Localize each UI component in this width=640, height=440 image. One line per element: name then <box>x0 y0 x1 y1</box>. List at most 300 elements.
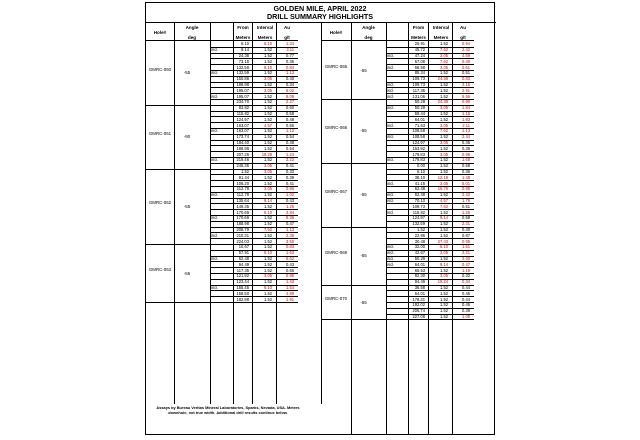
au-value: 0.41 <box>286 180 294 186</box>
au-value: 1.84 <box>462 105 470 111</box>
au-value: 1.12 <box>286 128 294 134</box>
au-value: 0.43 <box>286 261 294 267</box>
au-value: 0.56 <box>286 122 294 128</box>
from-value: 132.59 <box>412 221 425 227</box>
interval-value: 1.52 <box>440 41 448 47</box>
au-value: 3.11 <box>286 47 294 53</box>
from-value: 85.34 <box>414 70 425 76</box>
from-value: 59.44 <box>414 111 425 116</box>
interval-value: 3.05 <box>440 64 448 70</box>
interval-value: 1.52 <box>264 47 272 53</box>
from-value: 109.73 <box>412 203 425 209</box>
au-value: 1.13 <box>286 70 294 76</box>
hole-id: GMRC-​062 <box>148 200 172 206</box>
au-value: 5.62 <box>286 256 294 261</box>
interval-value: 1.52 <box>440 285 448 290</box>
header-interval-units: Meters <box>433 35 449 40</box>
incl-label: incl. <box>387 105 395 111</box>
from-value: 109.73 <box>412 82 425 87</box>
au-value: 1.24 <box>286 151 294 157</box>
hole-angle: -55 <box>360 67 367 73</box>
au-value: 1.63 <box>286 250 294 256</box>
interval-value: 1.52 <box>264 116 272 122</box>
interval-value: 16.76 <box>437 186 448 192</box>
header-hole: Hole# <box>153 30 167 35</box>
interval-value: 6.10 <box>264 41 272 47</box>
au-value: 0.98 <box>462 151 470 157</box>
from-value: 224.03 <box>236 238 249 244</box>
from-value: 179.83 <box>412 157 425 163</box>
interval-value: 1.52 <box>264 267 272 273</box>
au-value: 0.39 <box>286 174 294 180</box>
document-title: GOLDEN MILE, APRIL 2022 <box>273 4 367 13</box>
interval-value: 1.52 <box>264 296 272 302</box>
interval-value: 9.14 <box>440 215 448 221</box>
au-value: 0.58 <box>462 163 470 169</box>
from-value: 124.97 <box>412 140 425 145</box>
au-value: 2.35 <box>286 232 294 238</box>
interval-value: 7.62 <box>440 47 448 53</box>
incl-label: incl. <box>387 157 395 163</box>
interval-value: 3.05 <box>264 87 272 93</box>
from-value: 245.36 <box>236 163 249 169</box>
interval-value: 18.29 <box>261 151 272 157</box>
hole-id: GMRC-​060 <box>148 66 172 72</box>
au-value: 0.45 <box>462 140 470 145</box>
interval-value: 3.05 <box>440 140 448 145</box>
au-value: 1.93 <box>462 116 470 122</box>
au-value: 0.48 <box>286 116 294 122</box>
from-value: 112.78 <box>236 186 249 192</box>
au-value: 1.19 <box>462 267 470 273</box>
interval-value: 7.62 <box>440 203 448 209</box>
from-value: 47.24 <box>414 53 425 58</box>
interval-value: 1.52 <box>264 111 272 116</box>
au-value: 0.95 <box>462 238 470 244</box>
from-value: 38.10 <box>414 174 425 180</box>
au-value: 1.13 <box>286 227 294 232</box>
from-value: 64.01 <box>414 116 425 122</box>
from-value: 42.67 <box>414 250 425 256</box>
hole-id: GMRC-​066 <box>324 124 348 130</box>
hole-angle: -55 <box>183 70 191 76</box>
from-value: 219.46 <box>236 157 249 163</box>
incl-label: incl. <box>211 256 219 261</box>
from-value: 158.50 <box>236 290 249 296</box>
interval-value: 1.52 <box>264 134 272 140</box>
interval-value: 24.38 <box>437 99 448 105</box>
au-value: 1.26 <box>286 203 294 209</box>
incl-label: incl. <box>211 93 219 99</box>
au-value: 1.91 <box>286 296 294 302</box>
from-value: 41.15 <box>414 180 425 186</box>
au-value: 0.95 <box>462 186 470 192</box>
from-value: 6.10 <box>417 169 425 174</box>
au-value: 0.36 <box>286 58 294 64</box>
au-value: 0.44 <box>462 296 470 302</box>
interval-value: 1.52 <box>440 87 448 93</box>
incl-label: incl. <box>211 215 219 221</box>
from-value: 179.83 <box>412 151 425 157</box>
interval-value: 1.52 <box>440 232 448 238</box>
from-value: 1.52 <box>241 169 249 174</box>
interval-value: 1.52 <box>440 290 448 296</box>
interval-value: 15.24 <box>437 279 448 285</box>
interval-value: 1.52 <box>440 70 448 76</box>
interval-value: 1.52 <box>440 82 448 87</box>
au-value: 0.34 <box>462 279 470 285</box>
au-value: 1.76 <box>462 198 470 203</box>
hole-id: GMRC-​070 <box>324 296 348 301</box>
interval-value: 7.62 <box>440 128 448 134</box>
interval-value: 1.52 <box>264 290 272 296</box>
au-value: 0.39 <box>462 308 470 314</box>
header-from-units: Meters <box>235 35 251 40</box>
incl-label: incl. <box>387 93 395 99</box>
from-value: 124.97 <box>412 215 425 221</box>
header-au-units: g/t <box>284 35 290 40</box>
interval-value: 4.57 <box>440 198 448 203</box>
interval-value: 1.52 <box>264 140 272 145</box>
interval-value: 1.52 <box>264 82 272 87</box>
from-value: 124.97 <box>236 116 249 122</box>
header-angle: Angle <box>185 25 199 30</box>
au-value: 4.89 <box>286 290 294 296</box>
interval-value: 1.52 <box>440 308 448 314</box>
au-value: 2.91 <box>462 87 470 93</box>
interval-value: 3.05 <box>264 273 272 279</box>
interval-value: 1.52 <box>264 256 272 261</box>
interval-value: 3.05 <box>264 169 272 174</box>
header-au: Au <box>283 25 291 30</box>
interval-value: 1.52 <box>440 221 448 227</box>
interval-value: 1.52 <box>264 180 272 186</box>
interval-value: 3.05 <box>264 76 272 82</box>
au-value: 3.50 <box>286 238 294 244</box>
hole-angle: -55 <box>360 253 367 259</box>
from-value: 210.31 <box>236 232 249 238</box>
from-value: 227.08 <box>412 314 425 319</box>
header-interval-units: Meters <box>257 35 273 40</box>
incl-label: incl. <box>387 209 395 215</box>
hole-angle: -55 <box>360 192 367 198</box>
interval-value: 1.52 <box>264 58 272 64</box>
from-value: 1.52 <box>417 227 425 232</box>
au-value: 0.48 <box>286 140 294 145</box>
interval-value: 1.52 <box>264 128 272 134</box>
block-rule <box>146 302 298 303</box>
au-value: 2.60 <box>462 256 470 261</box>
au-value: 0.77 <box>286 53 294 58</box>
hole-angle: -55 <box>360 128 367 134</box>
interval-value: 1.52 <box>440 192 448 198</box>
au-value: 5.56 <box>462 93 470 99</box>
incl-label: incl. <box>211 128 219 134</box>
from-value: 62.48 <box>414 186 425 192</box>
au-value: 0.95 <box>286 273 294 279</box>
incl-label: incl. <box>387 256 395 261</box>
interval-value: 1.52 <box>440 169 448 174</box>
interval-value: 27.43 <box>437 238 448 244</box>
from-value: 50.29 <box>414 99 425 105</box>
from-value: 108.58 <box>412 134 425 140</box>
interval-value: 6.10 <box>440 244 448 250</box>
incl-label: incl. <box>387 134 395 140</box>
au-value: 0.66 <box>286 267 294 273</box>
interval-value: 1.52 <box>440 157 448 163</box>
au-value: 1.13 <box>462 128 470 134</box>
incl-label: incl. <box>387 198 395 203</box>
au-value: 8.36 <box>286 215 294 221</box>
from-value: 45.72 <box>414 47 425 53</box>
interval-value: 1.52 <box>264 203 272 209</box>
au-value: 0.51 <box>462 70 470 76</box>
incl-label: incl. <box>387 192 395 198</box>
from-value: 178.31 <box>412 296 425 302</box>
au-value: 0.40 <box>286 76 294 82</box>
interval-value: 1.52 <box>440 145 448 151</box>
interval-value: 1.52 <box>440 116 448 122</box>
from-value: 182.88 <box>236 296 249 302</box>
au-value: 0.44 <box>462 285 470 290</box>
incl-label: incl. <box>211 47 219 53</box>
from-value: 82.30 <box>414 273 425 279</box>
au-value: 0.47 <box>462 261 470 267</box>
hole-angle: -55 <box>183 203 191 209</box>
from-value: 108.20 <box>236 180 249 186</box>
from-value: 153.92 <box>412 145 425 151</box>
au-value: 1.54 <box>286 285 294 290</box>
hole-id: GMRC-​067 <box>324 188 348 194</box>
from-value: 115.82 <box>236 111 249 116</box>
au-value: 8.09 <box>286 93 294 99</box>
from-value: 24.38 <box>238 53 249 58</box>
interval-value: 1.52 <box>440 134 448 140</box>
interval-value: 6.10 <box>264 209 272 215</box>
au-value: 3.22 <box>286 157 294 163</box>
header-hole: Hole# <box>329 30 343 35</box>
column-line <box>210 22 211 404</box>
incl-label: incl. <box>211 192 219 198</box>
footnote: Assays by Bureau Veritas Mineral Laboratories, Sparks, Nevada, USA. Meters downhole, not true width. Additional drill results continue below. <box>156 405 300 415</box>
au-value: 0.34 <box>286 82 294 87</box>
interval-value: 3.05 <box>440 180 448 186</box>
from-value: 32.00 <box>414 244 425 250</box>
interval-value: 1.52 <box>264 93 272 99</box>
from-value: 192.02 <box>412 302 425 308</box>
hole-angle: -55 <box>360 299 367 305</box>
from-value: 50.29 <box>414 256 425 261</box>
from-value: 132.59 <box>236 64 249 70</box>
au-value: 0.58 <box>286 111 294 116</box>
from-value: 170.69 <box>236 215 249 221</box>
header-au: Au <box>459 25 467 30</box>
interval-value: 1.52 <box>264 53 272 58</box>
from-value: 30.48 <box>414 238 425 244</box>
from-value: 188.98 <box>236 82 249 87</box>
au-value: 1.02 <box>286 192 294 198</box>
au-value: 1.43 <box>286 279 294 285</box>
from-value: 132.59 <box>236 70 249 76</box>
from-value: 150.88 <box>236 76 249 82</box>
from-value: 73.15 <box>238 58 249 64</box>
from-value: 6.10 <box>241 41 249 47</box>
au-value: 0.84 <box>286 64 294 70</box>
column-line <box>174 22 175 404</box>
interval-value: 1.52 <box>264 261 272 267</box>
hole-id: GMRC-​063 <box>148 267 172 272</box>
interval-value: 6.10 <box>264 64 272 70</box>
au-value: 0.86 <box>286 186 294 192</box>
from-value: 57.91 <box>238 250 249 256</box>
au-value: 1.68 <box>462 157 470 163</box>
au-value: 5.01 <box>462 180 470 186</box>
au-value: 0.83 <box>462 76 470 82</box>
au-value: 1.34 <box>286 41 294 47</box>
au-value: 0.83 <box>286 244 294 250</box>
header-interval: Interval <box>432 25 450 30</box>
from-value: 205.74 <box>412 308 425 314</box>
from-value: 131.06 <box>412 93 425 99</box>
au-value: 1.26 <box>462 209 470 215</box>
from-value: 91.44 <box>238 174 249 180</box>
interval-value: 3.05 <box>440 273 448 279</box>
au-value: 2.21 <box>462 250 470 256</box>
hole-id: GMRC-​061 <box>148 130 172 136</box>
interval-value: 1.52 <box>440 267 448 273</box>
column-line <box>351 22 352 435</box>
from-value: 195.07 <box>236 87 249 93</box>
au-value: 0.43 <box>286 198 294 203</box>
au-value: 1.08 <box>462 314 470 319</box>
from-value: 163.07 <box>236 122 249 128</box>
interval-value: 1.52 <box>440 209 448 215</box>
from-value: 50.29 <box>414 105 425 111</box>
au-value: 0.32 <box>462 273 470 279</box>
interval-value: 1.52 <box>264 232 272 238</box>
au-value: 0.36 <box>462 169 470 174</box>
header-from: From <box>412 25 425 30</box>
au-value: 0.87 <box>462 232 470 238</box>
from-value: 62.48 <box>414 192 425 198</box>
from-value: 188.98 <box>236 221 249 227</box>
from-value: 207.26 <box>236 151 249 157</box>
from-value: 163.07 <box>236 128 249 134</box>
interval-value: 1.52 <box>264 192 272 198</box>
au-value: 5.02 <box>286 87 294 93</box>
from-value: 173.74 <box>236 134 249 140</box>
au-value: 0.40 <box>462 227 470 232</box>
interval-value: 1.52 <box>264 238 272 244</box>
drill-summary-document <box>145 2 495 435</box>
au-value: 2.16 <box>462 82 470 87</box>
au-value: 0.54 <box>286 145 294 151</box>
from-value: 67.06 <box>414 58 425 64</box>
au-value: 0.47 <box>286 221 294 227</box>
incl-label: incl. <box>387 53 395 58</box>
from-value: 25.91 <box>414 41 425 47</box>
au-value: 0.36 <box>462 145 470 151</box>
interval-value: 3.05 <box>440 151 448 157</box>
au-value: 2.42 <box>462 192 470 198</box>
interval-value: 1.52 <box>264 157 272 163</box>
incl-label: incl. <box>387 122 395 128</box>
header-deg: deg <box>364 35 373 40</box>
from-value: 70.10 <box>414 198 425 203</box>
interval-value: 1.52 <box>264 244 272 250</box>
incl-label: incl. <box>387 82 395 87</box>
incl-label: incl. <box>387 244 395 250</box>
au-value: 0.40 <box>462 58 470 64</box>
block-rule <box>321 319 474 320</box>
incl-label: incl. <box>211 232 219 238</box>
from-value: 155.45 <box>236 285 249 290</box>
panel-divider <box>321 22 322 404</box>
interval-value: 1.52 <box>440 93 448 99</box>
interval-value: 1.52 <box>440 256 448 261</box>
from-value: 64.01 <box>414 261 425 267</box>
interval-value: 1.52 <box>264 105 272 111</box>
from-value: 108.58 <box>412 128 425 134</box>
from-value: 117.35 <box>412 87 425 93</box>
hole-angle: -55 <box>183 270 191 276</box>
incl-label: incl. <box>387 180 395 186</box>
from-value: 9.14 <box>241 47 249 53</box>
from-value: 234.70 <box>236 99 249 105</box>
interval-value: 7.62 <box>440 58 448 64</box>
interval-value: 4.57 <box>264 122 272 128</box>
au-value: 0.46 <box>462 302 470 308</box>
au-value: 2.27 <box>286 99 294 105</box>
interval-value: 3.05 <box>440 105 448 111</box>
from-value: 94.49 <box>414 279 425 285</box>
from-value: 188.98 <box>236 145 249 151</box>
from-value: 36.58 <box>414 285 425 290</box>
from-value: 22.86 <box>414 232 425 238</box>
interval-value: 3.05 <box>440 53 448 58</box>
incl-label: incl. <box>211 285 219 290</box>
interval-value: 6.10 <box>264 285 272 290</box>
interval-value: 1.52 <box>440 163 448 169</box>
interval-value: 1.52 <box>440 111 448 116</box>
interval-value: 3.05 <box>440 250 448 256</box>
au-value: 2.44 <box>462 134 470 140</box>
au-value: 0.54 <box>286 134 294 140</box>
au-value: 4.59 <box>462 53 470 58</box>
from-value: 121.92 <box>236 273 249 279</box>
au-value: 0.41 <box>286 163 294 169</box>
incl-label: incl. <box>211 70 219 76</box>
interval-value: 12.19 <box>437 174 448 180</box>
from-value: 112.78 <box>236 192 249 198</box>
hole-id: GMRC-​065 <box>324 64 348 69</box>
interval-value: 1.52 <box>440 314 448 319</box>
interval-value: 1.52 <box>440 227 448 232</box>
from-value: 65.53 <box>414 267 425 273</box>
au-value: 0.94 <box>462 41 470 47</box>
interval-value: 6.10 <box>264 250 272 256</box>
interval-value: 3.05 <box>264 163 272 169</box>
interval-value: 3.05 <box>440 122 448 128</box>
interval-value: 9.14 <box>440 261 448 267</box>
incl-label: incl. <box>387 87 395 93</box>
from-value: 64.01 <box>414 290 425 296</box>
from-value: 10.67 <box>238 244 249 250</box>
header-deg: deg <box>187 35 197 40</box>
au-value: 1.51 <box>462 244 470 250</box>
interval-value: 1.52 <box>264 174 272 180</box>
from-value: 149.35 <box>236 203 249 209</box>
